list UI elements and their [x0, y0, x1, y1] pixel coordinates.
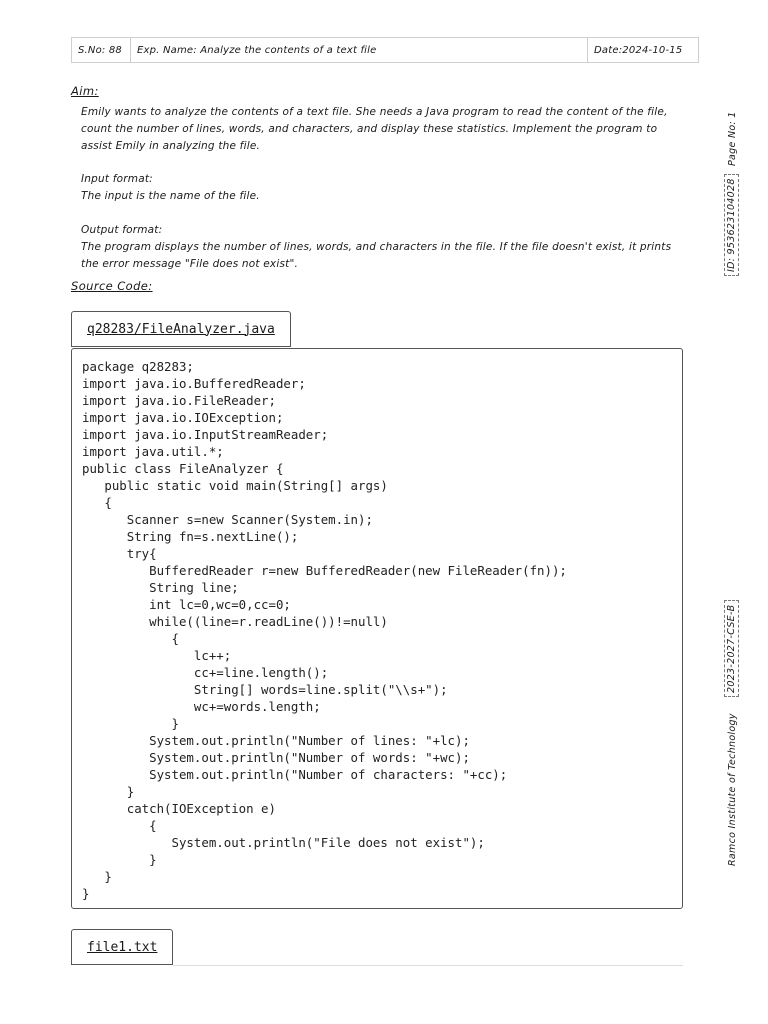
input-file-tab[interactable]: file1.txt — [71, 929, 173, 965]
output-format-section — [81, 222, 681, 273]
institute-name: Ramco Institute of Technology — [727, 713, 738, 866]
student-id: ID: 953623104028 — [724, 174, 739, 276]
code-block — [71, 348, 683, 909]
experiment-name: Exp. Name: Analyze the contents of a text file — [131, 38, 588, 62]
input-format-section — [81, 171, 681, 205]
output-format-heading: Output format: — [81, 224, 163, 236]
aim-text — [81, 104, 681, 155]
output-format-line: the error message "File does not exist". — [81, 258, 299, 270]
output-format-line: The program displays the number of lines, words, and characters in the file. If the file doesn't exist, it prints — [81, 241, 672, 253]
divider — [173, 965, 683, 966]
batch-label: 2023-2027-CSE-B — [724, 601, 739, 698]
source-file-tab[interactable]: q28283/FileAnalyzer.java — [71, 311, 291, 347]
input-format-text: The input is the name of the file. — [81, 190, 260, 202]
aim-heading: Aim: — [71, 84, 99, 98]
aim-line: Emily wants to analyze the contents of a text file. She needs a Java program to read the content of the file, — [81, 106, 668, 118]
serial-number: S.No: 88 — [72, 38, 131, 62]
experiment-date: Date:2024-10-15 — [594, 44, 683, 56]
page-number: Page No: 1 — [727, 111, 738, 166]
source-code-heading: Source Code: — [71, 279, 153, 293]
aim-line: count the number of lines, words, and characters, and display these statistics. Implement the program to — [81, 123, 658, 135]
input-format-heading: Input format: — [81, 173, 153, 185]
source-code-text: package q28283; import java.io.BufferedReader; import java.io.FileReader; import java.io.IOException; import java.io.InputStreamReader; import java.util.*; public class FileAnalyzer { public static void main(String[] args) { Scanner s=new Scanner(System.in); String fn=s.nextLine(); try{ BufferedReader r=new BufferedReader(new FileReader(fn)); String line; int lc=0,wc=0,cc=0; while((line=r.readLine())!=null) { lc++; cc+=line.length(); String[] words=line.split("\\s+"); wc+=words.length; } System.out.println("Number of lines: "+lc); System.out.println("Number of words: "+wc); System.out.println("Number of characters: "+cc); } catch(IOException e) { System.out.println("File does not exist"); } } } — [82, 359, 567, 901]
aim-line: assist Emily in analyzing the file. — [81, 140, 261, 152]
experiment-header — [71, 37, 699, 63]
